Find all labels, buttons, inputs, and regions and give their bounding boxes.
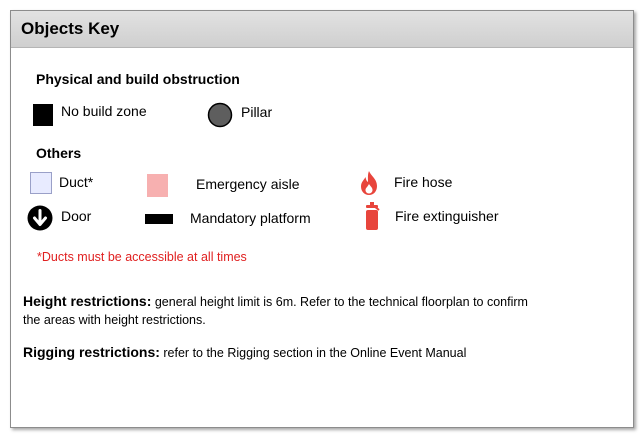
rigging-restrictions (23, 343, 543, 362)
pillar-label: Pillar (241, 104, 273, 120)
panel-header (11, 11, 633, 48)
rigging-restrictions-label: Rigging restrictions: (23, 344, 160, 360)
fire-hose-label: Fire hose (394, 174, 453, 190)
duct-label: Duct* (59, 174, 94, 190)
panel-title: Objects Key (21, 19, 120, 38)
others-heading: Others (36, 145, 82, 161)
height-restrictions-text: general height limit is 6m. Refer to the technical floorplan to confirm the areas with height restrictions. (23, 295, 528, 327)
down-arrow-circle-icon (27, 205, 53, 231)
flame-icon (359, 171, 379, 195)
light-square-icon (30, 172, 52, 194)
rigging-restrictions-text: refer to the Rigging section in the Online Event Manual (163, 346, 467, 360)
door-label: Door (61, 208, 92, 224)
mandatory-platform-label: Mandatory platform (190, 210, 311, 226)
pink-square-icon (147, 174, 168, 197)
black-square-icon (33, 104, 53, 126)
duct-note: *Ducts must be accessible at all times (37, 250, 247, 264)
height-restrictions (23, 292, 543, 329)
no-build-zone-label: No build zone (61, 103, 147, 119)
grey-circle-icon (207, 102, 233, 128)
emergency-aisle-label: Emergency aisle (196, 176, 300, 192)
physical-heading: Physical and build obstruction (36, 71, 240, 87)
height-restrictions-label: Height restrictions: (23, 293, 152, 309)
fire-extinguisher-label: Fire extinguisher (395, 208, 499, 224)
black-bar-icon (145, 214, 173, 224)
extinguisher-icon (364, 202, 380, 230)
